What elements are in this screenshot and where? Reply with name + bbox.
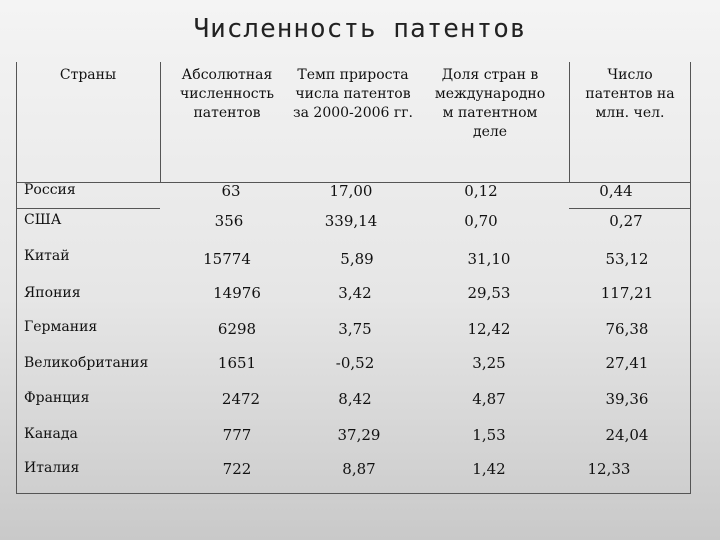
- country-name: Россия: [24, 182, 76, 198]
- growth-value: 37,29: [337, 426, 381, 444]
- growth-value: 17,00: [329, 182, 373, 200]
- growth-value: 3,75: [338, 320, 372, 338]
- growth-value: 8,87: [342, 460, 376, 478]
- column-divider: [160, 62, 161, 182]
- patents-table: [16, 62, 690, 494]
- country-name: Великобритания: [24, 355, 149, 371]
- per-million-value: 39,36: [605, 390, 649, 408]
- header-absolute: Абсолютная численность патентов: [180, 67, 274, 121]
- per-million-value: 0,27: [609, 212, 643, 230]
- absolute-value: 14976: [213, 284, 261, 302]
- per-million-value: 53,12: [605, 250, 649, 268]
- row-divider: [16, 208, 160, 209]
- page-title: Численность патентов: [193, 14, 527, 44]
- row-divider: [569, 208, 691, 209]
- table-border-left: [16, 62, 17, 494]
- absolute-value: 356: [214, 212, 244, 230]
- header-share: Доля стран в международно м патентном деле: [434, 67, 546, 140]
- per-million-value: 117,21: [600, 284, 654, 302]
- country-name: Италия: [24, 460, 80, 476]
- share-value: 29,53: [467, 284, 511, 302]
- share-value: 0,70: [464, 212, 498, 230]
- per-million-value: 27,41: [605, 354, 649, 372]
- share-value: 4,87: [472, 390, 506, 408]
- country-name: Япония: [24, 285, 81, 301]
- share-value: 0,12: [464, 182, 498, 200]
- growth-value: 3,42: [338, 284, 372, 302]
- table-border-right: [690, 62, 691, 494]
- header-growth: Темп прироста числа патентов за 2000-2006 гг.: [293, 67, 413, 121]
- growth-value: -0,52: [335, 354, 375, 372]
- share-value: 1,53: [472, 426, 506, 444]
- absolute-value: 2472: [221, 390, 261, 408]
- per-million-value: 0,44: [599, 182, 633, 200]
- share-value: 31,10: [467, 250, 511, 268]
- share-value: 1,42: [472, 460, 506, 478]
- per-million-value: 24,04: [605, 426, 649, 444]
- share-value: 12,42: [467, 320, 511, 338]
- per-million-value: 12,33: [587, 460, 631, 478]
- absolute-value: 722: [222, 460, 252, 478]
- country-name: Германия: [24, 319, 98, 335]
- per-million-value: 76,38: [605, 320, 649, 338]
- table-border-bottom: [16, 493, 691, 494]
- growth-value: 339,14: [324, 212, 378, 230]
- absolute-value: 6298: [217, 320, 257, 338]
- absolute-value: 15774: [203, 250, 251, 268]
- share-value: 3,25: [472, 354, 506, 372]
- header-country: Страны: [59, 67, 117, 83]
- absolute-value: 63: [221, 182, 241, 200]
- absolute-value: 1651: [217, 354, 257, 372]
- country-name: Франция: [24, 390, 90, 406]
- country-name: Китай: [24, 248, 70, 264]
- country-name: США: [24, 212, 62, 228]
- country-name: Канада: [24, 426, 78, 442]
- header-per-million: Число патентов на млн. чел.: [585, 67, 675, 121]
- growth-value: 8,42: [338, 390, 372, 408]
- absolute-value: 777: [222, 426, 252, 444]
- growth-value: 5,89: [340, 250, 374, 268]
